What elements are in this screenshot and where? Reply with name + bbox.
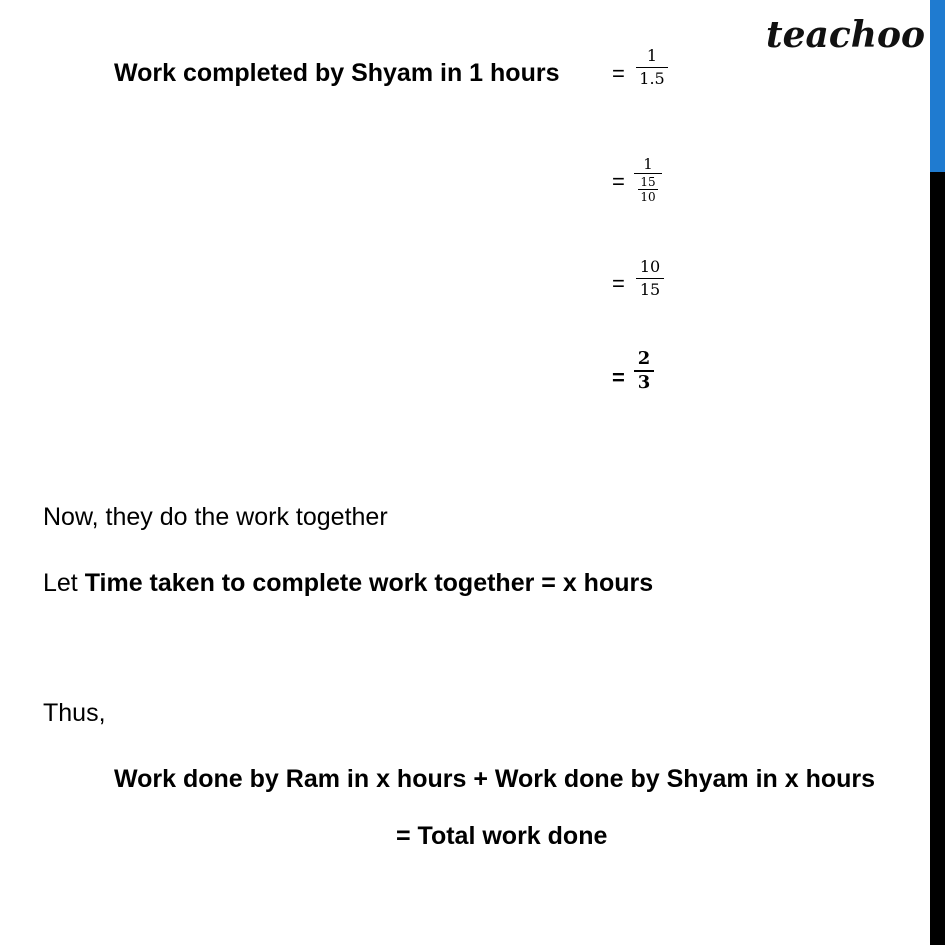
teachoo-logo: teachoo (766, 14, 925, 56)
fraction-2-numerator: 1 (643, 155, 653, 173)
fraction-4-numerator: 2 (637, 348, 651, 369)
fraction-2-inner-numerator: 15 (640, 175, 656, 189)
equation-line-2: = Total work done (396, 822, 608, 850)
equation-line-1: Work done by Ram in x hours + Work done by Shyam in x hours (114, 765, 876, 793)
fraction-4 (634, 349, 654, 393)
fraction-3-denominator: 15 (639, 280, 661, 299)
fraction-3 (636, 257, 664, 300)
equals-sign-1: = (612, 61, 625, 86)
side-bar-accent (930, 0, 945, 172)
together-text: Now, they do the work together (43, 503, 388, 531)
fraction-1-numerator: 1 (646, 46, 658, 65)
fraction-2 (634, 156, 662, 204)
fraction-2-inner-denominator: 10 (640, 190, 656, 204)
thus-text: Thus, (43, 699, 106, 727)
equals-sign-4: = (612, 365, 625, 390)
equals-sign-2: = (612, 169, 625, 194)
fraction-1-denominator: 1.5 (639, 69, 665, 88)
fraction-2-inner (634, 175, 662, 204)
equals-sign-3: = (612, 271, 625, 296)
fraction-3-numerator: 10 (639, 257, 661, 276)
shyam-rate-label: Work completed by Shyam in 1 hours (114, 59, 560, 87)
let-statement (43, 568, 653, 598)
let-prefix: Let (43, 569, 85, 597)
fraction-1 (636, 46, 668, 89)
fraction-4-denominator: 3 (637, 372, 651, 393)
let-bold-text: Time taken to complete work together = x hours (84, 569, 654, 597)
